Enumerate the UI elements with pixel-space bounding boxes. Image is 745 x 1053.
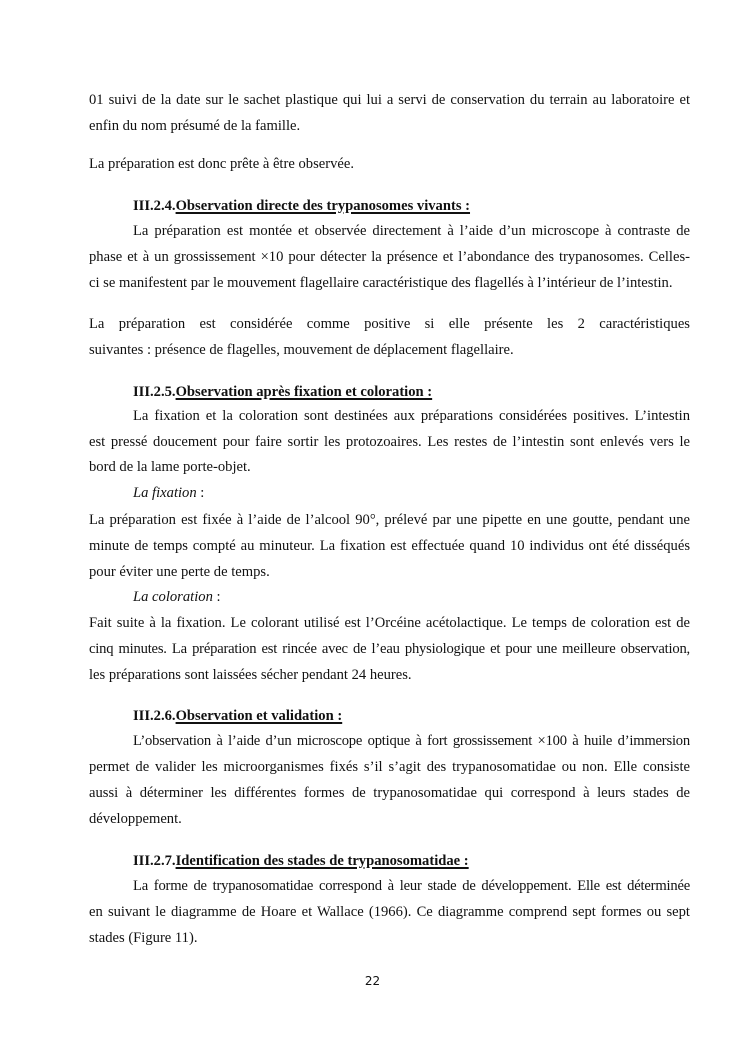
section-heading-3-2-5 [133,383,690,401]
paragraph-line: La forme de trypanosomatidae correspond à leur stade de développement. Elle est déterminée [133,878,690,894]
section-number: III.2.4. [133,198,176,214]
subheading-colon: : [212,589,221,605]
section-title: Observation directe des trypanosomes vivants : [175,198,471,214]
paragraph-line: les préparations sont laissées sécher pendant 24 heures. [89,667,412,683]
paragraph-line: minute de temps compté au minuteur. La fixation est effectuée quand 10 individus ont été disséqués [89,538,690,554]
section-title: Observation après fixation et coloration : [175,384,433,400]
paragraph-line: pour éviter une perte de temps. [89,564,270,580]
section-title: Observation et validation : [175,708,343,724]
paragraph-line: suivantes : présence de flagelles, mouvement de déplacement flagellaire. [89,342,514,358]
paragraph-line: phase et à un grossissement ×10 pour détecter la présence et l’abondance des trypanosomes. Celles- [89,249,690,265]
page-number: 22 [364,974,381,988]
paragraph-line: La préparation est donc prête à être observée. [89,156,354,172]
paragraph-line: permet de valider les microorganismes fixés s’il s’agit des trypanosomatidae ou non. Elle consiste [89,759,690,775]
paragraph-line: La préparation est considérée comme positive si elle présente les 2 caractéristiques [89,316,690,332]
subheading-coloration [133,588,690,606]
subheading-label: La fixation [133,485,197,501]
paragraph-line: enfin du nom présumé de la famille. [89,118,301,134]
paragraph-line: bord de la lame porte-objet. [89,459,251,475]
paragraph-line: L’observation à l’aide d’un microscope optique à fort grossissement ×100 à huile d’immersion [133,733,690,749]
subheading-label: La coloration [133,589,213,605]
paragraph-line: cinq minutes. La préparation est rincée avec de l’eau physiologique et pour une meilleure observation, [89,641,690,657]
paragraph-line: La fixation et la coloration sont destinées aux préparations considérées positives. L’intestin [133,408,690,424]
section-heading-3-2-6 [133,707,690,725]
subheading-colon: : [196,485,205,501]
paragraph-line: aussi à déterminer les différentes formes de trypanosomatidae qui correspond à leurs stades de [89,785,690,801]
paragraph-line: 01 suivi de la date sur le sachet plastique qui lui a servi de conservation du terrain au laboratoire et [89,92,690,108]
section-title: Identification des stades de trypanosomatidae : [175,853,469,869]
paragraph-line: La préparation est fixée à l’aide de l’alcool 90°, prélevé par une pipette en une goutte, pendant une [89,512,690,528]
section-heading-3-2-4 [133,197,690,215]
paragraph-line: en suivant le diagramme de Hoare et Wallace (1966). Ce diagramme comprend sept formes ou sept [89,904,690,920]
subheading-fixation [133,484,690,502]
paragraph-line: La préparation est montée et observée directement à l’aide d’un microscope à contraste de [133,223,690,239]
paragraph-line: ci se manifestent par le mouvement flagellaire caractéristique des flagellés à l’intérieur de l’intestin. [89,275,673,291]
section-number: III.2.5. [133,384,176,400]
section-number: III.2.6. [133,708,176,724]
paragraph-line: est pressé doucement pour faire sortir les protozoaires. Les restes de l’intestin sont enlevés vers le [89,434,690,450]
section-heading-3-2-7 [133,852,690,870]
paragraph-line: Fait suite à la fixation. Le colorant utilisé est l’Orcéine acétolactique. Le temps de coloration est de [89,615,690,631]
paragraph-line: développement. [89,811,182,827]
section-number: III.2.7. [133,853,176,869]
paragraph-line: stades (Figure 11). [89,930,198,946]
